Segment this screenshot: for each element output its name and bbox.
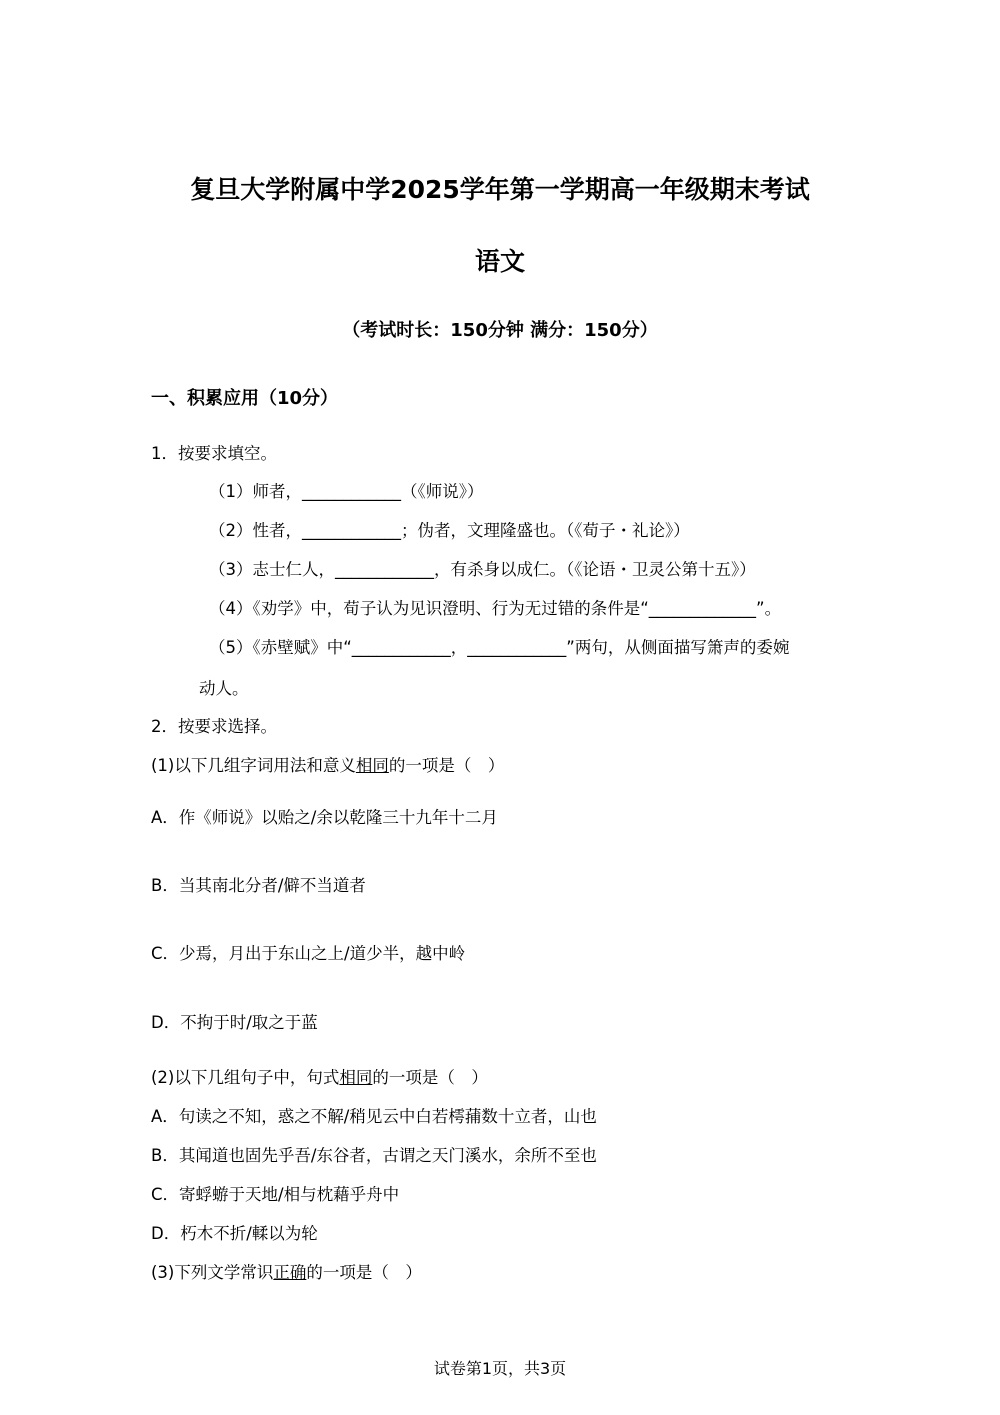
option-a: A．句读之不知，惑之不解/稍见云中白若樗蒱数十立者，山也 <box>151 1107 597 1126</box>
question-2-part-1-prompt <box>151 752 504 776</box>
prompt-text: (2)以下几组句子中，句式 <box>151 1068 340 1087</box>
prompt-emphasis: 相同 <box>355 756 389 775</box>
option-c: C．少焉，月出于东山之上/道少半，越中岭 <box>151 944 466 963</box>
question-1-prompt: 1．按要求填空。 <box>151 444 277 463</box>
question-1-item: （3）志士仁人，____________，有杀身以成仁。（《论语・卫灵公第十五》） <box>209 560 756 579</box>
question-1-item: （5）《赤壁赋》中“____________，____________”两句，从侧面描写箫声的委婉 <box>209 638 790 657</box>
option-a: A．作《师说》以贻之/余以乾隆三十九年十二月 <box>151 808 498 827</box>
prompt-text: (3)下列文学常识 <box>151 1263 274 1282</box>
option-d: D．不拘于时/取之于蓝 <box>151 1013 318 1032</box>
page-footer: 试卷第1页，共3页 <box>433 1359 567 1378</box>
question-1-item: （1）师者，____________（《师说》） <box>209 482 484 501</box>
question-2-prompt: 2．按要求选择。 <box>151 717 277 736</box>
prompt-emphasis: 相同 <box>339 1068 373 1087</box>
section-heading: 一、积累应用（10分） <box>151 388 339 409</box>
option-b: B．其闻道也固先乎吾/东谷者，古谓之天门溪水，余所不至也 <box>151 1146 597 1165</box>
question-1-item-continuation: 动人。 <box>199 679 249 698</box>
option-b: B．当其南北分者/僻不当道者 <box>151 876 366 895</box>
option-d: D．朽木不折/輮以为轮 <box>151 1224 318 1243</box>
question-2-part-3-prompt <box>151 1259 422 1283</box>
exam-meta: （考试时长：150分钟 满分：150分） <box>342 320 658 341</box>
question-2-part-2-prompt <box>151 1064 488 1088</box>
prompt-text: (1)以下几组字词用法和意义 <box>151 756 356 775</box>
question-1-item: （4）《劝学》中，荀子认为见识澄明、行为无过错的条件是“_____________”。 <box>209 599 782 618</box>
prompt-text: 的一项是（ ） <box>306 1263 422 1282</box>
question-1-item: （2）性者，____________；伪者，文理隆盛也。（《荀子・礼论》） <box>209 521 690 540</box>
prompt-text: 的一项是（ ） <box>388 756 505 775</box>
prompt-text: 的一项是（ ） <box>372 1068 488 1087</box>
exam-title: 复旦大学附属中学2025学年第一学期高一年级期末考试 <box>190 175 810 204</box>
subject-title: 语文 <box>474 247 525 276</box>
prompt-emphasis: 正确 <box>273 1263 307 1282</box>
option-c: C．寄蜉蝣于天地/相与枕藉乎舟中 <box>151 1185 400 1204</box>
